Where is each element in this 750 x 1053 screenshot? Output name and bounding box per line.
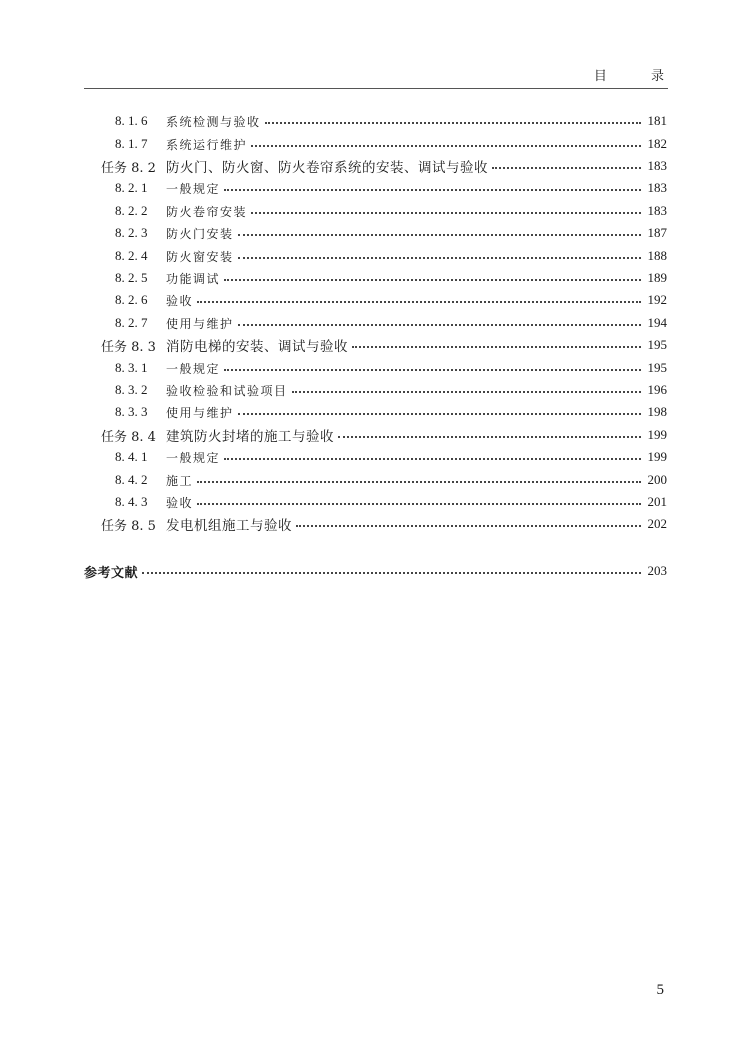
- entry-title: 防火门安装: [166, 226, 234, 241]
- entry-title: 防火卷帘安装: [166, 204, 248, 219]
- entry-title: 一般规定: [166, 450, 221, 465]
- entry-title: 参考文献: [84, 565, 139, 581]
- entry-page: 203: [647, 563, 667, 578]
- toc-entry[interactable]: [115, 313, 667, 333]
- entry-page: 181: [647, 113, 667, 128]
- entry-number: 8. 2. 5: [115, 270, 148, 285]
- dot-leader: [224, 279, 641, 281]
- entry-number: 8. 2. 4: [115, 248, 148, 263]
- entry-number: 8. 2. 3: [115, 225, 148, 240]
- entry-number: 8. 3. 3: [115, 404, 148, 419]
- dot-leader: [238, 234, 641, 236]
- dot-leader: [224, 369, 641, 371]
- entry-number: 8. 3. 2: [115, 382, 148, 397]
- entry-page: 201: [647, 494, 667, 509]
- entry-title: 使用与维护: [166, 316, 234, 331]
- entry-number: 任务 8. 5: [101, 518, 156, 534]
- dot-leader: [224, 189, 641, 191]
- toc-task-entry[interactable]: [101, 156, 667, 176]
- entry-title: 施工: [166, 473, 194, 488]
- dot-leader: [492, 167, 641, 169]
- entry-title: 验收: [166, 293, 194, 308]
- dot-leader: [251, 212, 641, 214]
- toc-entry[interactable]: [115, 492, 667, 512]
- entry-number: 8. 4. 1: [115, 449, 148, 464]
- page-number: 5: [656, 982, 664, 998]
- entry-page: 195: [647, 337, 667, 352]
- toc-task-entry[interactable]: [101, 514, 667, 534]
- entry-page: 188: [647, 248, 667, 263]
- entry-page: 183: [647, 158, 667, 173]
- entry-page: 196: [647, 382, 667, 397]
- dot-leader: [265, 122, 641, 124]
- dot-leader: [197, 503, 641, 505]
- entry-number: 8. 1. 7: [115, 136, 148, 151]
- dot-leader: [238, 413, 641, 415]
- entry-page: 187: [647, 225, 667, 240]
- toc-entry[interactable]: [115, 178, 667, 198]
- toc-entry[interactable]: [115, 223, 667, 243]
- entry-number: 任务 8. 4: [101, 429, 156, 445]
- entry-number: 8. 4. 2: [115, 472, 148, 487]
- entry-page: 183: [647, 203, 667, 218]
- toc-entry[interactable]: [115, 111, 667, 131]
- entry-page: 202: [647, 516, 667, 531]
- entry-title: 系统运行维护: [166, 137, 248, 152]
- dot-leader: [352, 346, 641, 348]
- entry-title: 一般规定: [166, 361, 221, 376]
- entry-title: 验收检验和试验项目: [166, 383, 288, 398]
- entry-title: 建筑防火封堵的施工与验收: [166, 429, 334, 445]
- toc-entry[interactable]: [115, 380, 667, 400]
- dot-leader: [224, 458, 641, 460]
- entry-title: 一般规定: [166, 181, 221, 196]
- entry-number: 8. 2. 7: [115, 315, 148, 330]
- toc-entry[interactable]: [115, 246, 667, 266]
- entry-title: 防火门、防火窗、防火卷帘系统的安装、调试与验收: [166, 160, 488, 176]
- entry-title: 功能调试: [166, 271, 221, 286]
- entry-title: 验收: [166, 495, 194, 510]
- entry-number: 任务 8. 3: [101, 339, 156, 355]
- entry-page: 182: [647, 136, 667, 151]
- entry-page: 199: [647, 449, 667, 464]
- toc-entry[interactable]: [115, 402, 667, 422]
- entry-title: 使用与维护: [166, 405, 234, 420]
- entry-page: 192: [647, 292, 667, 307]
- toc-entry[interactable]: [115, 201, 667, 221]
- entry-title: 消防电梯的安装、调试与验收: [166, 339, 348, 355]
- toc-entry[interactable]: [115, 358, 667, 378]
- entry-number: 8. 2. 1: [115, 180, 148, 195]
- dot-leader: [197, 301, 641, 303]
- dot-leader: [142, 572, 641, 574]
- toc-entry[interactable]: [115, 470, 667, 490]
- entry-page: 194: [647, 315, 667, 330]
- entry-page: 198: [647, 404, 667, 419]
- entry-page: 195: [647, 360, 667, 375]
- toc-entry[interactable]: [115, 268, 667, 288]
- entry-number: 8. 2. 6: [115, 292, 148, 307]
- header-title: 目 录: [593, 69, 684, 84]
- entry-title: 系统检测与验收: [166, 114, 261, 129]
- dot-leader: [296, 525, 641, 527]
- entry-page: 200: [647, 472, 667, 487]
- entry-number: 8. 1. 6: [115, 113, 148, 128]
- dot-leader: [238, 324, 641, 326]
- dot-leader: [338, 436, 641, 438]
- entry-number: 8. 2. 2: [115, 203, 148, 218]
- dot-leader: [197, 481, 641, 483]
- entry-title: 防火窗安装: [166, 249, 234, 264]
- entry-page: 183: [647, 180, 667, 195]
- entry-number: 8. 3. 1: [115, 360, 148, 375]
- entry-number: 任务 8. 2: [101, 160, 156, 176]
- toc-entry[interactable]: [115, 290, 667, 310]
- entry-title: 发电机组施工与验收: [166, 518, 292, 534]
- toc-entry[interactable]: [115, 134, 667, 154]
- dot-leader: [292, 391, 641, 393]
- entry-page: 189: [647, 270, 667, 285]
- toc-references-entry[interactable]: [84, 561, 667, 581]
- dot-leader: [251, 145, 641, 147]
- toc-entry[interactable]: [115, 447, 667, 467]
- toc-task-entry[interactable]: [101, 335, 667, 355]
- entry-number: 8. 4. 3: [115, 494, 148, 509]
- toc-task-entry[interactable]: [101, 425, 667, 445]
- entry-page: 199: [647, 427, 667, 442]
- dot-leader: [238, 257, 641, 259]
